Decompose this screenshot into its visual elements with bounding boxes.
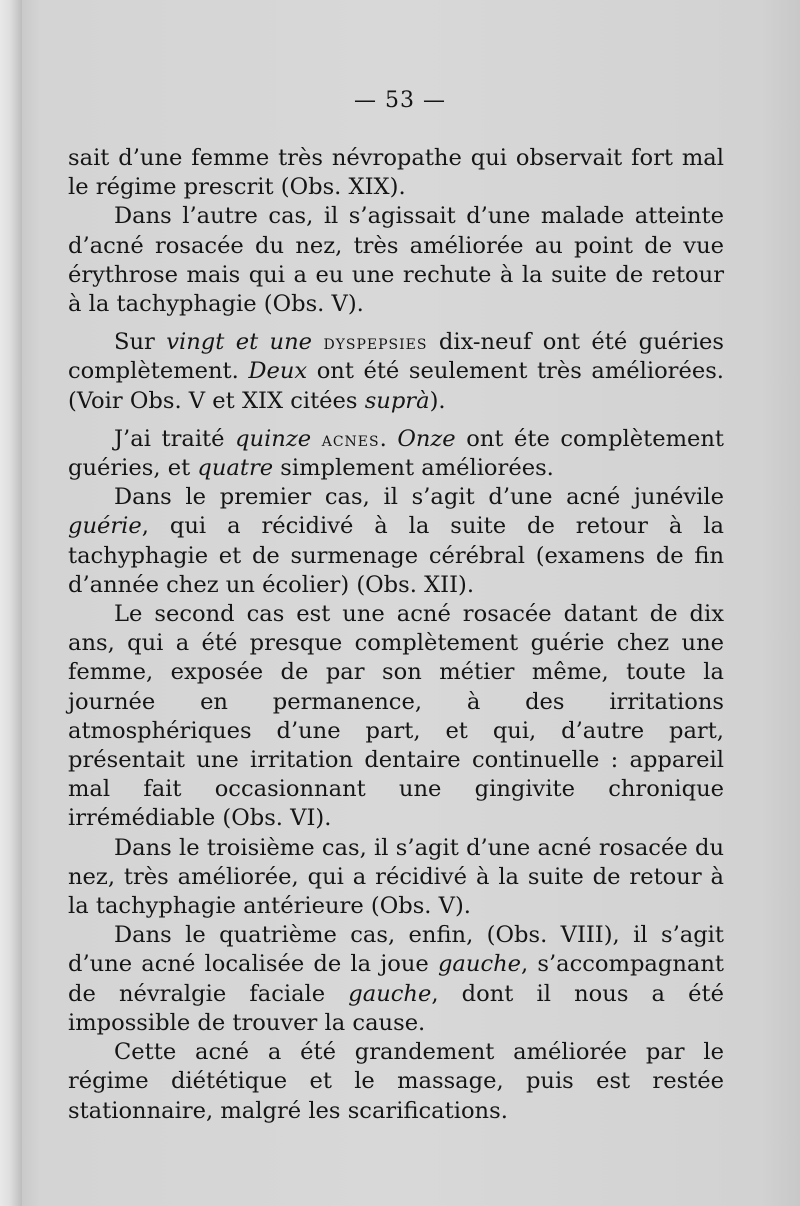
- body-text: [68, 144, 724, 1126]
- paragraph-8: [68, 921, 724, 1038]
- italic-run: quinze: [235, 425, 312, 452]
- text-run: dix-neuf ont été guéries complètement.: [68, 329, 725, 385]
- paragraph-9: Cette acné a été grandement améliorée par le régime diététique et le massage, puis est restée stationnaire, malgré les scarifications.: [68, 1039, 724, 1124]
- paragraph-2: Dans l’autre cas, il s’agissait d’une malade atteinte d’acné rosacée du nez, très améliorée au point de vue érythrose mais qui a eu une rechute à la suite de retour à la tachyphagie (Obs. V).: [68, 203, 724, 318]
- text-run: ).: [429, 387, 446, 414]
- italic-run: Onze: [397, 425, 456, 452]
- paragraph-4: [68, 425, 724, 483]
- text-run: [312, 329, 323, 355]
- text-run: , s’accompagnant de névralgie faciale: [68, 951, 724, 1007]
- page-number: — 53 —: [354, 88, 446, 113]
- italic-run: quatre: [197, 455, 274, 482]
- paragraph-1: sait d’une femme très névropathe qui observait fort mal le régime prescrit (Obs. XIX).: [68, 145, 724, 201]
- text-run: .: [379, 425, 398, 452]
- text-run: , dont il nous a été impossible de trouver la cause.: [68, 980, 724, 1036]
- italic-run: guérie: [68, 513, 142, 540]
- text-run: Dans le premier cas, il s’agit d’une acné junévile: [114, 484, 724, 511]
- text-run: ont été seulement très améliorées. (Voir Obs. V et XIX citées: [68, 358, 724, 414]
- text-run: Sur: [114, 329, 167, 356]
- text-run: [311, 426, 322, 452]
- text-run: , qui a récidivé à la suite de retour à la tachyphagie et de surmenage cérébral (examens de fin d’année chez un écolier) (Obs. XII).: [68, 513, 724, 598]
- paragraph-7: Dans le troisième cas, il s’agit d’une acné rosacée du nez, très améliorée, qui a récidivé à la suite de retour à la tachyphagie antérieure (Obs. V).: [68, 834, 724, 920]
- text-run: J’ai traité: [114, 425, 236, 452]
- italic-run: gauche: [348, 980, 432, 1007]
- italic-run: suprà: [364, 387, 430, 414]
- paragraph-5: [68, 483, 724, 600]
- text-run: Dans le quatrième cas, enfin, (Obs. VIII), il s’agit d’une acné localisée de la joue: [68, 922, 724, 978]
- italic-run: Deux: [248, 358, 308, 385]
- small-caps-run: acnes: [321, 426, 380, 451]
- page-gutter: [0, 0, 22, 1206]
- text-run: ont éte complètement guéries, et: [68, 425, 725, 482]
- small-caps-run: dyspepsies: [323, 330, 428, 355]
- italic-run: gauche: [437, 951, 522, 978]
- paragraph-3: [68, 328, 724, 416]
- text-run: simplement améliorées.: [273, 455, 554, 482]
- italic-run: vingt et une: [166, 329, 313, 356]
- paragraph-6: Le second cas est une acné rosacée datant de dix ans, qui a été presque complètement guérie chez une femme, exposée de par son métier même, toute la journée en permanence, à des irritations atmosphériques d’une part, et qui, d’autre part, présentait une irritation dentaire continuelle : appareil mal fait occasionnant une gingivite chronique irrémédiable (Obs. VI).: [68, 601, 724, 832]
